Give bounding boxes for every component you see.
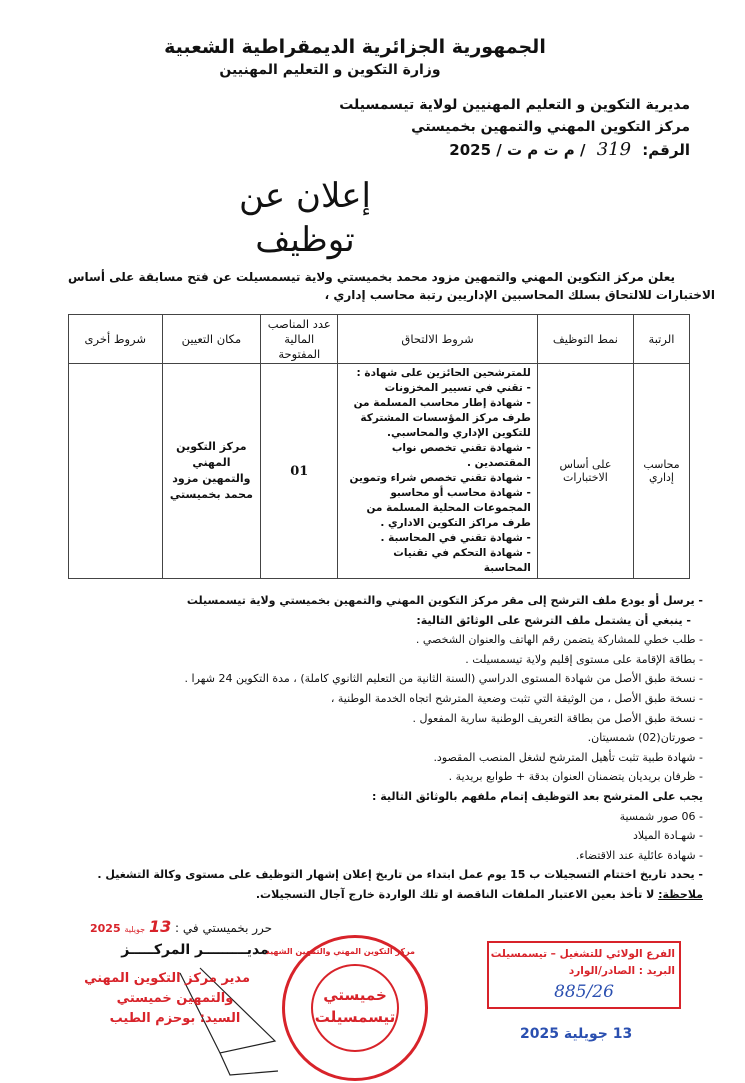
signature-year: 2025 [90, 921, 121, 935]
employment-stamp [487, 941, 681, 1009]
intro-paragraph: يعلن مركز التكوين المهني والتمهين مزود محمد بخميستي ولاية تيسمسيلت عن فتح مسابقة على أساس الاختبارات للالتحاق بسلك المحاسبين الإداريين رتبة محاسب إداري ، [67, 270, 715, 302]
reference-line [0, 138, 745, 162]
announcement-title: إعلان عن توظيف [239, 176, 371, 260]
signature-month: جويلية [124, 924, 146, 934]
round-stamp-center-line: خميستي [323, 985, 387, 1004]
director-stamp-line: والتمهين خميستي [116, 990, 234, 1006]
requirement-item: - تقني في تسيير المخزونات [384, 382, 531, 394]
republic-heading: الجمهورية الجزائرية الديمقراطية الشعبية [164, 36, 546, 58]
after-doc-item: - شهـادة الميلاد [632, 829, 703, 843]
round-stamp-center [311, 984, 399, 1028]
cell-location: مركز التكوين المهني والتمهين مزود محمد بخميستي [162, 364, 261, 579]
doc-item: - نسخة طبق الأصل من بطاقة التعريف الوطنية سارية المفعول . [412, 711, 703, 725]
col-other: شروط أخرى [69, 315, 163, 364]
cell-positions: 01 [261, 364, 338, 579]
after-intro: يجب على المترشح بعد التوظيف إتمام ملفهم بالوثائق التالية : [372, 789, 703, 803]
doc-item: - طلب خطي للمشاركة يتضمن رقم الهاتف والعنوان الشخصي . [415, 633, 703, 647]
center-line: مركز التكوين المهني والتمهين بخميستي [411, 119, 690, 135]
doc-item: - بطاقة الإقامة على مستوى إقليم ولاية تيسمسيلت . [465, 652, 703, 666]
signature-day: 13 [148, 916, 172, 936]
docs-intro: - ينبغي أن يشتمل ملف الترشح على الوثائق التالية: [416, 613, 691, 627]
col-rank: الرتبة [634, 315, 690, 364]
doc-item: - شهادة طبية تثبت تأهيل المترشح لشغل المنصب المقصود. [433, 750, 703, 764]
requirement-item: - شهادة تقني في المحاسبة . [380, 532, 531, 544]
cell-other [69, 364, 163, 579]
note-label: ملاحظة: [658, 887, 703, 901]
round-stamp-ring: مركز التكوين المهني والتمهين الشهيد [265, 946, 415, 956]
requirement-item: للمترشحين الحائزين على شهادة : [356, 367, 531, 379]
director-stamp-line: السيد: بوحزم الطيب [109, 1010, 241, 1026]
cell-mode: على أساس الاختبارات [537, 364, 633, 579]
col-requirements: شروط الالتحاق [338, 315, 538, 364]
requirement-item: - شهادة تقني تخصص شراء وتموين [349, 472, 531, 484]
signature-place-date [90, 917, 272, 940]
doc-item: - نسخة طبق الأصل ، من الوثيقة التي تثبت وضعية المترشح اتجاه الخدمة الوطنية ، [330, 691, 703, 705]
send-instruction: - يرسل أو يودع ملف الترشح إلى مقر مركز التكوين المهني والتمهين بخميستي ولاية تيسمسيلت [186, 594, 703, 607]
deadline: - يحدد تاريخ اختتام التسجيلات ب 15 يوم عمل ابتداء من تاريخ إعلان إشهار التوظيف على مستوى وكالة التشغيل . [97, 868, 703, 882]
table-row [69, 364, 690, 579]
employment-stamp-date: 13 جويلية 2025 [520, 1025, 633, 1042]
directorate-line: مديرية التكوين و التعليم المهنيين لولاية تيسمسيلت [339, 97, 690, 113]
signature-place: حرر بخميستي في : [175, 920, 273, 935]
doc-item: - ظرفان بريديان يتضمنان العنوان بدقة + طوابع بريدية . [448, 770, 703, 784]
employment-stamp-line: البريد : الصادر/الوارد [568, 964, 675, 977]
employment-stamp-number: 885/26 [554, 981, 614, 1002]
col-positions: عدد المناصب المالية المفتوحة [261, 315, 338, 364]
ref-label: الرقم: [642, 141, 690, 159]
signature-role: مديـــــــــر المركـــــز [121, 941, 269, 958]
positions-table [68, 314, 690, 579]
employment-stamp-line: الفرع الولائي للتشغيل – تيسمسيلت [490, 947, 675, 960]
col-location: مكان التعيين [162, 315, 261, 364]
director-stamp-line: مدير مركز التكوين المهني [84, 970, 250, 986]
col-mode: نمط التوظيف [537, 315, 633, 364]
instructions [23, 591, 703, 905]
director-stamp [84, 969, 250, 1029]
note-text: لا تأخذ بعين الاعتبار الملفات الناقصة او تلك الواردة خارج آجال التسجيلات. [255, 887, 655, 901]
requirement-item: - شهادة محاسب أو محاسبو المجموعات المحلية المسلمة من طرف مراكز التكوين الاداري . [366, 487, 531, 529]
after-doc-item: - شهادة عائلية عند الاقتضاء. [575, 848, 703, 862]
cell-rank: محاسب إداري [634, 364, 690, 579]
ref-number: 319 [596, 139, 632, 160]
ref-suffix: / م ت م ت / 2025 [449, 141, 586, 159]
table-header-row [69, 315, 690, 364]
round-stamp [265, 935, 428, 1081]
after-doc-item: - 06 صور شمسية [619, 809, 703, 823]
ministry-heading: وزارة التكوين و التعليم المهنيين [219, 62, 441, 78]
doc-item: - نسخة طبق الأصل من شهادة المستوى الدراسي (السنة الثانية من التعليم الثانوي كاملة) ، مدة التكوين 24 شهرا . [184, 672, 703, 686]
round-stamp-center-line: تيسمسيلت [314, 1007, 396, 1026]
signature-area [0, 913, 745, 1083]
note [23, 885, 703, 905]
requirement-item: - شهادة تقني تخصص نواب المقتصدين . [391, 442, 531, 469]
cell-requirements [338, 364, 538, 579]
requirement-item: - شهادة التحكم في تقنيات المحاسبة [393, 547, 531, 574]
doc-item: - صورتان(02) شمسيتان. [587, 731, 703, 745]
requirement-item: - شهادة إطار محاسب المسلمة من طرف مركز المؤسسات المشتركة للتكوين الإداري والمحاسبي. [353, 397, 531, 439]
